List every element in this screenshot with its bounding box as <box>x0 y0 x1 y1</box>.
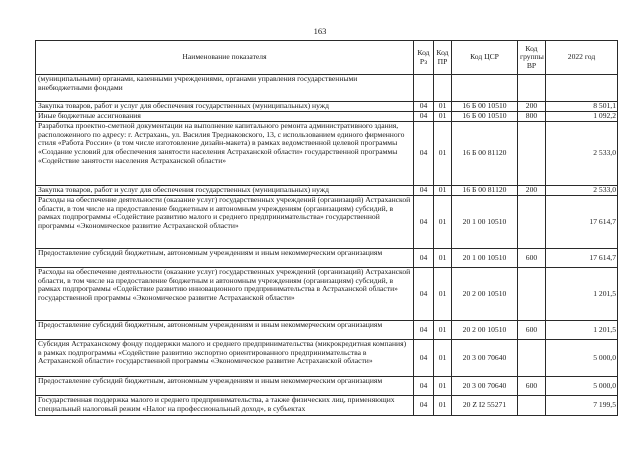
header-pr: Код ПР <box>434 41 452 75</box>
table-row <box>36 340 618 377</box>
header-vr: Код группы ВР <box>518 41 546 75</box>
cell-csr: 16 Б 00 10510 <box>452 102 518 112</box>
cell-rz: 04 <box>414 249 434 268</box>
cell-vr <box>518 268 546 321</box>
cell-csr: 20 3 00 70640 <box>452 340 518 377</box>
cell-name: Предоставление субсидий бюджетным, автономным учреждениям и иным некоммерческим организациям <box>36 321 414 340</box>
cell-csr <box>452 75 518 102</box>
cell-name: Закупка товаров, работ и услуг для обеспечения государственных (муниципальных) нужд <box>36 102 414 112</box>
cell-name: Разработка проектно-сметной документации на выполнение капитального ремонта административного здания, расположенного по адресу: г. Астрахань, ул. Василия Тредиаковского, 13, с использованием единого фирменного стиля «Работа России» (в том числе изготовление дизайн-макета) в рамках ведомственной целевой программы «Создание условий для обеспечения занятости населения Астраханской области» государственной программы «Содействие занятости населения Астраханской области» <box>36 122 414 186</box>
cell-name: Субсидия Астраханскому фонду поддержки малого и среднего предпринимательства (микрокредитная компания) в рамках подпрограммы «Содействие развитию экспортно ориентированного предпринимательства в Астраханской области» государственной программы «Экономическое развитие Астраханской области» <box>36 340 414 377</box>
budget-table <box>35 40 618 416</box>
cell-pr: 01 <box>434 340 452 377</box>
cell-value: 8 501,1 <box>546 102 618 112</box>
cell-vr <box>518 122 546 186</box>
cell-value: 1 201,5 <box>546 321 618 340</box>
cell-rz <box>414 75 434 102</box>
cell-value: 2 533,0 <box>546 122 618 186</box>
cell-rz: 04 <box>414 268 434 321</box>
table-row <box>36 396 618 416</box>
cell-rz: 04 <box>414 122 434 186</box>
cell-rz: 04 <box>414 112 434 122</box>
cell-pr: 01 <box>434 321 452 340</box>
cell-value: 5 000,0 <box>546 340 618 377</box>
cell-pr: 01 <box>434 196 452 249</box>
cell-rz: 04 <box>414 196 434 249</box>
header-year: 2022 год <box>546 41 618 75</box>
cell-csr: 16 Б 00 10510 <box>452 112 518 122</box>
cell-pr: 01 <box>434 112 452 122</box>
cell-pr: 01 <box>434 396 452 416</box>
cell-rz: 04 <box>414 321 434 340</box>
cell-name: Иные бюджетные ассигнования <box>36 112 414 122</box>
cell-csr: 20 3 00 70640 <box>452 377 518 396</box>
cell-pr: 01 <box>434 249 452 268</box>
cell-vr: 200 <box>518 102 546 112</box>
header-rz: Код Рз <box>414 41 434 75</box>
cell-pr: 01 <box>434 122 452 186</box>
cell-value: 17 614,7 <box>546 196 618 249</box>
cell-vr: 600 <box>518 249 546 268</box>
cell-csr: 20 Z I2 55271 <box>452 396 518 416</box>
table-header-row <box>36 41 618 75</box>
cell-value: 17 614,7 <box>546 249 618 268</box>
cell-vr <box>518 340 546 377</box>
cell-name: Расходы на обеспечение деятельности (оказание услуг) государственных учреждений (организаций) Астраханской области, в том числе на предоставление бюджетным и автономным учреждениям (организациям) субсидий, в рамках подпрограммы «Содействие развитию малого и среднего предпринимательства» государственной программы «Экономическое развитие Астраханской области» <box>36 196 414 249</box>
cell-vr <box>518 396 546 416</box>
cell-pr <box>434 75 452 102</box>
cell-value <box>546 75 618 102</box>
cell-value: 5 000,0 <box>546 377 618 396</box>
cell-vr: 200 <box>518 186 546 196</box>
table-row <box>36 268 618 321</box>
cell-csr: 20 2 00 10510 <box>452 321 518 340</box>
table-row <box>36 122 618 186</box>
table-row <box>36 102 618 112</box>
table-body <box>36 75 618 416</box>
cell-name: Расходы на обеспечение деятельности (оказание услуг) государственных учреждений (организаций) Астраханской области, в том числе на предоставление бюджетным и автономным учреждениям (организациям) субсидий, в рамках подпрограммы «Содействие развитию инновационного предпринимательства в Астраханской области» государственной программы «Экономическое развитие Астраханской области» <box>36 268 414 321</box>
cell-name: Предоставление субсидий бюджетным, автономным учреждениям и иным некоммерческим организациям <box>36 377 414 396</box>
table-row <box>36 249 618 268</box>
cell-name: Предоставление субсидий бюджетным, автономным учреждениям и иным некоммерческим организациям <box>36 249 414 268</box>
cell-value: 2 533,0 <box>546 186 618 196</box>
cell-csr: 20 2 00 10510 <box>452 268 518 321</box>
header-csr: Код ЦСР <box>452 41 518 75</box>
cell-name: Государственная поддержка малого и среднего предпринимательства, а также физических лиц, применяющих специальный налоговый режим «Налог на профессиональный доход», в субъектах <box>36 396 414 416</box>
cell-csr: 16 Б 00 81120 <box>452 122 518 186</box>
cell-vr: 800 <box>518 112 546 122</box>
cell-rz: 04 <box>414 340 434 377</box>
cell-csr: 20 1 00 10510 <box>452 196 518 249</box>
cell-pr: 01 <box>434 186 452 196</box>
cell-value: 1 201,5 <box>546 268 618 321</box>
cell-csr: 20 1 00 10510 <box>452 249 518 268</box>
cell-rz: 04 <box>414 102 434 112</box>
table-row <box>36 377 618 396</box>
cell-csr: 16 Б 00 81120 <box>452 186 518 196</box>
header-name: Наименование показателя <box>36 41 414 75</box>
cell-pr: 01 <box>434 268 452 321</box>
cell-vr <box>518 75 546 102</box>
cell-value: 1 092,2 <box>546 112 618 122</box>
cell-name: (муниципальными) органами, казенными учреждениями, органами управления государственными внебюджетными фондами <box>36 75 414 102</box>
table-row <box>36 75 618 102</box>
cell-pr: 01 <box>434 102 452 112</box>
cell-rz: 04 <box>414 396 434 416</box>
cell-vr <box>518 196 546 249</box>
cell-rz: 04 <box>414 186 434 196</box>
cell-name: Закупка товаров, работ и услуг для обеспечения государственных (муниципальных) нужд <box>36 186 414 196</box>
page-number: 163 <box>313 26 327 36</box>
cell-vr: 600 <box>518 321 546 340</box>
table-row <box>36 321 618 340</box>
table-row <box>36 186 618 196</box>
cell-rz: 04 <box>414 377 434 396</box>
table-row <box>36 112 618 122</box>
cell-value: 7 199,5 <box>546 396 618 416</box>
cell-pr: 01 <box>434 377 452 396</box>
table-row <box>36 196 618 249</box>
cell-vr: 600 <box>518 377 546 396</box>
